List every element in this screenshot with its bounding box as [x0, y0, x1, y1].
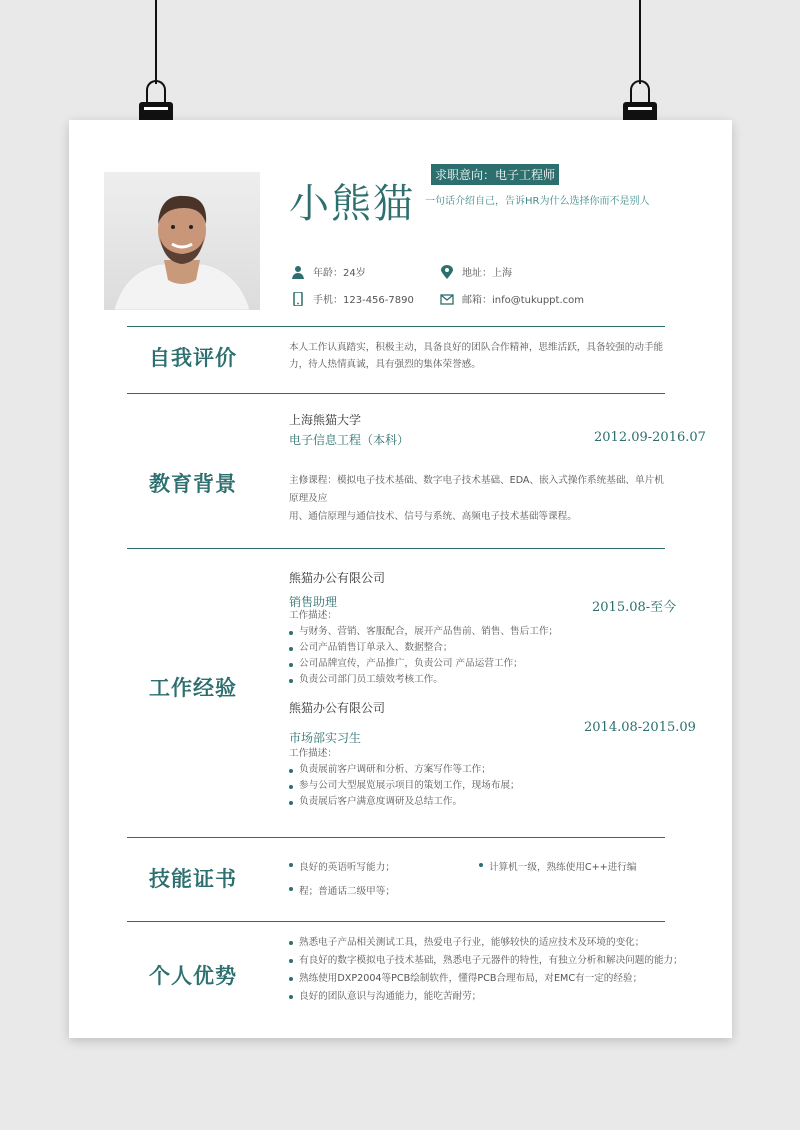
list-item: 负责展前客户调研和分析、方案写作等工作；	[289, 762, 679, 778]
job-desc-1: 工作描述： 与财务、营销、客服配合，展开产品售前、销售、售后工作； 公司产品销售订单录入、数据整合； 公司品牌宣传，产品推广，负责公司 产品运营工作； 负责公司部门员工绩效考核工作。	[289, 608, 679, 688]
list-item: 有良好的数字模拟电子技术基础，熟悉电子元器件的特性，有独立分析和解决问题的能力；	[289, 952, 689, 970]
info-address	[440, 264, 512, 279]
location-pin-icon	[440, 265, 454, 279]
hanging-wire-right	[639, 0, 641, 84]
info-email	[440, 291, 584, 306]
job-company-1: 熊猫办公有限公司	[289, 571, 386, 585]
job-position-2: 市场部实习生	[289, 731, 362, 745]
job-date-2: 2014.08-2015.09	[584, 720, 696, 735]
divider	[127, 837, 665, 838]
job-intent-badge: 求职意向：电子工程师	[431, 164, 559, 185]
person-icon	[291, 265, 305, 279]
education-courses: 主修课程：模拟电子技术基础、数字电子技术基础、EDA、嵌入式操作系统基础、单片机 原理及应 用、通信原理与通信技术、信号与系统、高频电子技术基础等课程。	[289, 475, 664, 522]
age-text: 年龄：24岁	[313, 268, 366, 279]
address-text: 地址：上海	[462, 268, 512, 279]
tagline: 一句话介绍自己，告诉HR为什么选择你而不是别人	[425, 196, 650, 207]
job-company-2: 熊猫办公有限公司	[289, 701, 386, 715]
list-item: 程；普通话二级甲等；	[289, 880, 689, 904]
divider	[127, 548, 665, 549]
divider	[127, 393, 665, 394]
strengths-list	[289, 934, 689, 1006]
list-item: 熟练使用DXP2004等PCB绘制软件，懂得PCB合理布局，对EMC有一定的经验；	[289, 970, 689, 988]
list-item: 良好的团队意识与沟通能力，能吃苦耐劳；	[289, 988, 689, 1006]
candidate-name: 小熊猫	[289, 181, 415, 227]
phone-text: 手机：123-456-7890	[313, 295, 414, 306]
section-title-self-eval: 自我评价	[149, 346, 237, 370]
list-item: 熟悉电子产品相关测试工具，热爱电子行业，能够较快的适应技术及环境的变化；	[289, 934, 689, 952]
self-eval-text: 本人工作认真踏实，积极主动，具备良好的团队合作精神，思维活跃，具备较强的动手能 力，待人热情真诚，具有强烈的集体荣誉感。	[289, 342, 664, 370]
resume-sheet	[69, 120, 732, 1038]
list-item: 公司品牌宣传，产品推广，负责公司 产品运营工作；	[289, 656, 679, 672]
section-title-education: 教育背景	[149, 472, 237, 496]
phone-icon	[291, 292, 305, 306]
list-item: 负责公司部门员工绩效考核工作。	[289, 672, 679, 688]
divider	[127, 326, 665, 327]
info-age	[291, 264, 366, 279]
list-item: 与财务、营销、客服配合，展开产品售前、销售、售后工作；	[289, 624, 679, 640]
mail-icon	[440, 292, 454, 306]
education-date: 2012.09-2016.07	[594, 430, 706, 445]
email-text: 邮箱：info@tukuppt.com	[462, 295, 584, 306]
hanging-wire-left	[155, 0, 157, 84]
profile-photo	[104, 172, 260, 310]
list-item: 良好的英语听写能力；	[289, 856, 479, 880]
divider	[127, 921, 665, 922]
education-major: 电子信息工程（本科）	[289, 433, 410, 447]
skills-list	[289, 856, 689, 904]
list-item: 公司产品销售订单录入、数据整合；	[289, 640, 679, 656]
section-title-strengths: 个人优势	[149, 964, 237, 988]
list-item: 计算机一级，熟练使用C++进行编	[479, 856, 637, 880]
section-title-work: 工作经验	[149, 676, 237, 700]
list-item: 负责展后客户满意度调研及总结工作。	[289, 794, 679, 810]
list-item: 参与公司大型展览展示项目的策划工作，现场布展；	[289, 778, 679, 794]
job-date-1: 2015.08-至今	[592, 600, 677, 615]
info-phone	[291, 291, 414, 306]
job-desc-2: 工作描述： 负责展前客户调研和分析、方案写作等工作； 参与公司大型展览展示项目的策划工作，现场布展； 负责展后客户满意度调研及总结工作。	[289, 746, 679, 810]
job-position-1: 销售助理	[289, 595, 338, 609]
section-title-skills: 技能证书	[149, 867, 237, 891]
school-name: 上海熊猫大学	[289, 413, 362, 427]
